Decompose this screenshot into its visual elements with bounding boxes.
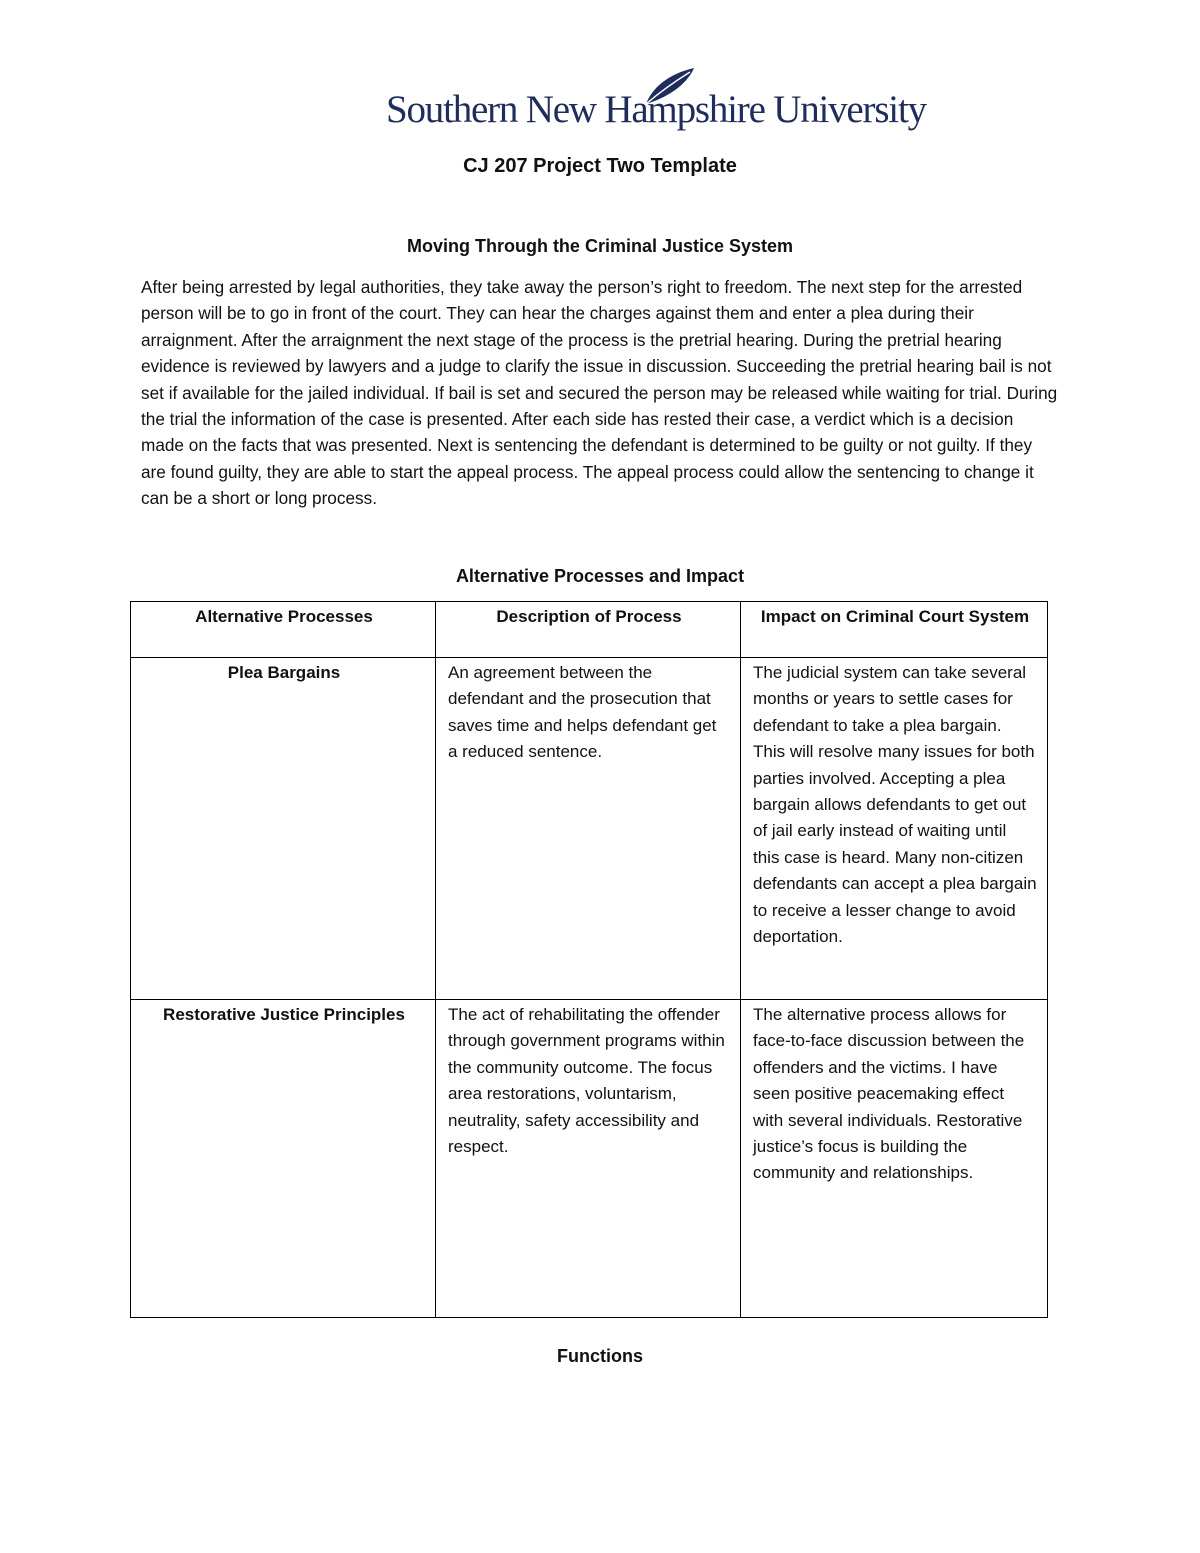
table-cell-description: The act of rehabilitating the offender through government programs within the community outcome. The focus area restorations, voluntarism, neutrality, safety accessibility and respect. [436, 1000, 741, 1318]
table-header-row [131, 602, 1048, 658]
table-cell-description: An agreement between the defendant and the prosecution that saves time and helps defendant get a reduced sentence. [436, 658, 741, 1000]
table-row [131, 1000, 1048, 1318]
section-heading-functions: Functions [557, 1346, 643, 1366]
logo-wordmark: Southern New Hampshire University [386, 88, 926, 131]
table-cell-impact: The alternative process allows for face-to-face discussion between the offenders and the victims. I have seen positive peacemaking effect with several individuals. Restorative justice’s focus is building the community and relationships. [741, 1000, 1048, 1318]
column-header-alternative-processes: Alternative Processes [131, 602, 436, 658]
section-heading-alternative-processes: Alternative Processes and Impact [455, 566, 745, 586]
alternative-processes-table [130, 601, 1048, 1318]
table-cell-process: Restorative Justice Principles [131, 1000, 436, 1318]
university-logo [386, 66, 926, 136]
column-header-impact: Impact on Criminal Court System [741, 602, 1048, 658]
section-heading-criminal-justice: Moving Through the Criminal Justice System [406, 236, 794, 256]
intro-paragraph: After being arrested by legal authorities, they take away the person’s right to freedom. The next step for the arrested person will be to go in front of the court. They can hear the charges against them and enter a plea during their arraignment. After the arraignment the next stage of the process is the pretrial hearing. During the pretrial hearing evidence is reviewed by lawyers and a judge to clarify the issue in discussion. Succeeding the pretrial hearing bail is not set if available for the jailed individual. If bail is set and secured the person may be released while waiting for trial. During the trial the information of the case is presented. After each side has rested their case, a verdict which is a decision made on the facts that was presented. Next is sentencing the defendant is determined to be guilty or not guilty. If they are found guilty, they are able to start the appeal process. The appeal process could allow the sentencing to change it can be a short or long process. [141, 277, 1058, 509]
column-header-description: Description of Process [436, 602, 741, 658]
document-title: CJ 207 Project Two Template [463, 155, 737, 177]
table-cell-process: Plea Bargains [131, 658, 436, 1000]
table-row [131, 658, 1048, 1000]
table-cell-impact: The judicial system can take several months or years to settle cases for defendant to take a plea bargain. This will resolve many issues for both parties involved. Accepting a plea bargain allows defendants to get out of jail early instead of waiting until this case is heard. Many non-citizen defendants can accept a plea bargain to receive a lesser change to avoid deportation. [741, 658, 1048, 1000]
